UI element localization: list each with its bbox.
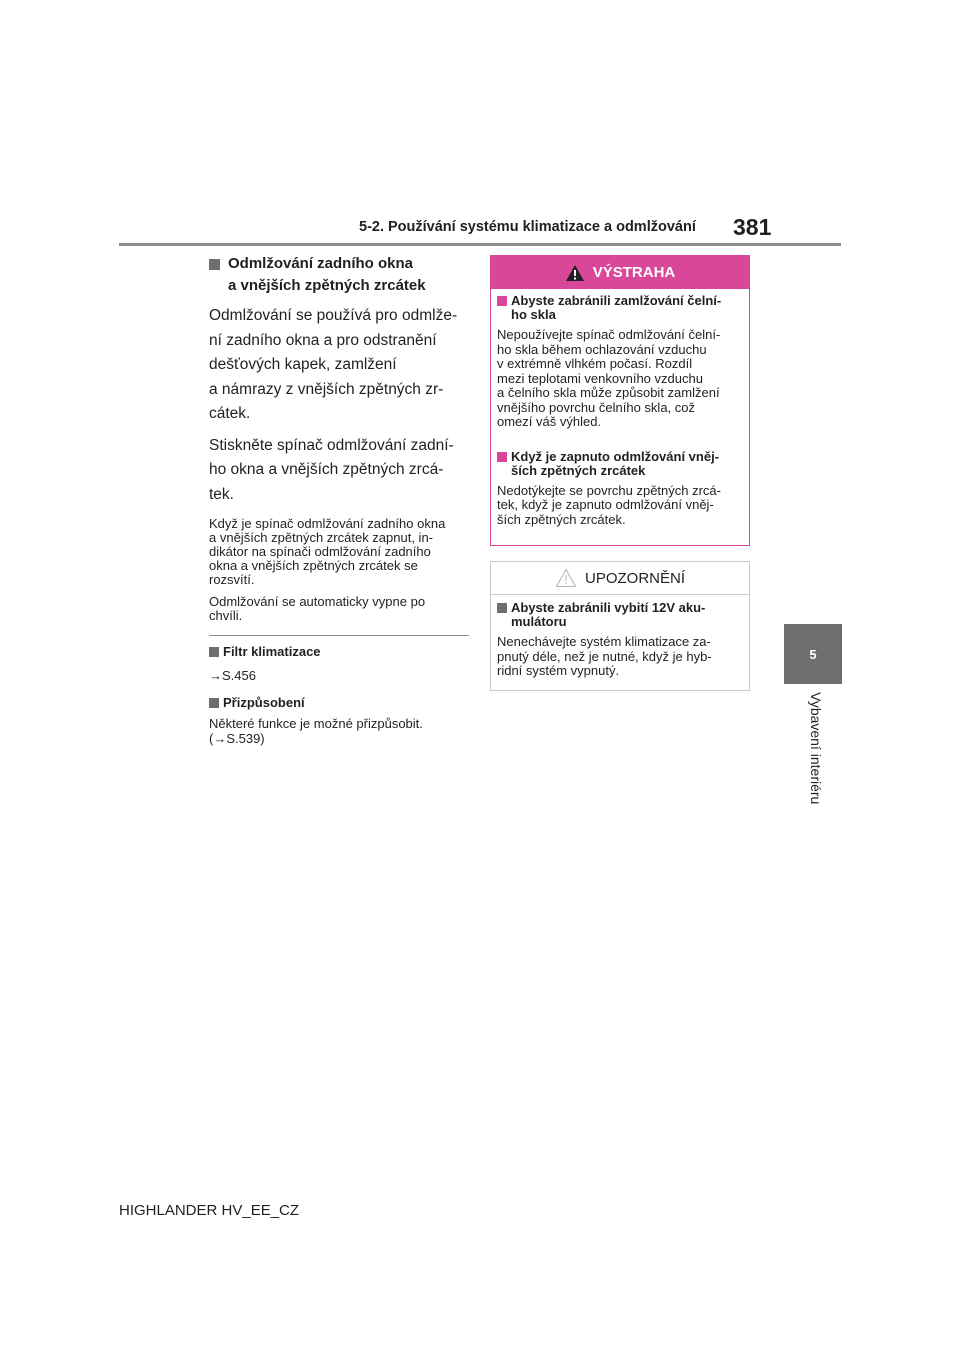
- square-bullet-icon: [497, 296, 507, 306]
- text-line: a vnějších zpětných zrcátek zapnut, in-: [209, 530, 434, 545]
- text-line: dikátor na spínači odmlžování zadního: [209, 544, 431, 559]
- warning-triangle-icon: [565, 264, 585, 282]
- caution-title: UPOZORNĚNÍ: [584, 569, 685, 587]
- text-line: Nenechávejte systém klimatizace za-: [497, 634, 711, 649]
- text-line: chvíli.: [209, 608, 243, 623]
- left-column: [209, 253, 469, 746]
- caution-header: [491, 562, 749, 595]
- customization-heading-text: Přizpůsobení: [223, 695, 305, 710]
- text-line: a čelního skla může způsobit zamlžení: [497, 385, 720, 400]
- caution-triangle-icon: [555, 568, 577, 588]
- paragraph-auto-off: [209, 595, 469, 623]
- warning-header: [491, 256, 749, 289]
- square-bullet-icon: [209, 698, 219, 708]
- text-line: pnutý déle, než je nutné, když je hyb-: [497, 648, 712, 664]
- caution-box: [490, 561, 750, 691]
- text-line: Nedotýkejte se povrchu zpětných zrcá-: [497, 482, 721, 498]
- square-bullet-icon: [497, 603, 507, 613]
- text-line: ho skla během ochlazování vzduchu: [497, 341, 707, 357]
- text-line: dešťových kapek, zamlžení: [209, 356, 397, 373]
- text-line: omezí váš výhled.: [497, 414, 602, 429]
- warning-box: [490, 255, 750, 546]
- text-line: Abyste zabránili vybití 12V aku-: [511, 600, 706, 615]
- text-line: Stiskněte spínač odmlžování zadní-: [209, 436, 454, 454]
- text-line: Některé funkce je možné přizpůsobit.: [209, 716, 423, 731]
- text-line: vnějšího povrchu čelního skla, což: [497, 399, 695, 415]
- text-line: ších zpětných zrcátek.: [497, 511, 626, 527]
- text-line: cátek.: [209, 405, 251, 422]
- warning-item-text: [497, 328, 743, 430]
- square-bullet-icon: [497, 452, 507, 462]
- text-line: okna a vnějších zpětných zrcátek se: [209, 558, 418, 573]
- square-bullet-icon: [209, 647, 219, 657]
- filter-heading-text: Filtr klimatizace: [223, 644, 321, 659]
- filter-heading: [209, 644, 469, 659]
- paragraph-instruction: [209, 434, 469, 508]
- text-line: rozsvítí.: [209, 572, 255, 587]
- text-line: Když je zapnuto odmlžování vněj-: [511, 448, 720, 464]
- text-line: Odmlžování se používá pro odmlže-: [209, 307, 458, 324]
- section-divider: [209, 635, 469, 636]
- section-title: 5-2. Používání systému klimatizace a odmlžování: [359, 219, 696, 235]
- text-line: a námrazy z vnějších zpětných zr-: [209, 380, 444, 398]
- warning-item-heading: [497, 450, 743, 478]
- warning-item-heading: [497, 294, 743, 322]
- heading-line: Odmlžování zadního okna: [228, 255, 414, 272]
- caution-item-heading: [497, 601, 743, 629]
- customization-heading: [209, 695, 469, 710]
- heading-line: a vnějších zpětných zrcátek: [228, 277, 426, 294]
- text-line: tek.: [209, 485, 234, 503]
- page-reference[interactable]: (→S.539): [209, 731, 265, 746]
- customization-text: [209, 716, 469, 746]
- text-line: ších zpětných zrcátek: [511, 462, 646, 478]
- warning-title: VÝSTRAHA: [592, 264, 676, 281]
- text-line: ho okna a vnějších zpětných zrcá-: [209, 461, 444, 478]
- header-divider: [119, 243, 841, 246]
- square-bullet-icon: [209, 259, 220, 270]
- text-line: Nepoužívejte spínač odmlžování čelní-: [497, 327, 721, 342]
- model-code: HIGHLANDER HV_EE_CZ: [119, 1202, 300, 1219]
- text-line: mezi teplotami venkovního vzduchu: [497, 370, 703, 386]
- caution-item-text: [497, 635, 743, 679]
- text-line: mulátoru: [511, 614, 567, 629]
- text-line: ridní systém vypnutý.: [497, 663, 620, 678]
- text-line: Odmlžování se automaticky vypne po: [209, 594, 426, 609]
- section-heading: [209, 253, 469, 297]
- warning-item-text: [497, 484, 743, 528]
- chapter-number: 5: [809, 646, 817, 662]
- text-line: ho skla: [511, 307, 556, 322]
- chapter-tab[interactable]: [784, 624, 842, 684]
- chapter-title: Vybavení interiéru: [808, 692, 824, 805]
- text-line: v extrémně vlhkém počasí. Rozdíl: [497, 356, 693, 371]
- text-line: tek, když je zapnuto odmlžování vněj-: [497, 497, 714, 512]
- filter-page-reference[interactable]: →S.456: [209, 668, 256, 683]
- paragraph-intro: [209, 304, 469, 427]
- paragraph-indicator: [209, 517, 469, 587]
- text-line: ní zadního okna a pro odstranění: [209, 331, 437, 349]
- text-line: Abyste zabránili zamlžování čelní-: [511, 293, 722, 308]
- page-number: 381: [733, 214, 772, 240]
- text-line: Když je spínač odmlžování zadního okna: [209, 516, 446, 531]
